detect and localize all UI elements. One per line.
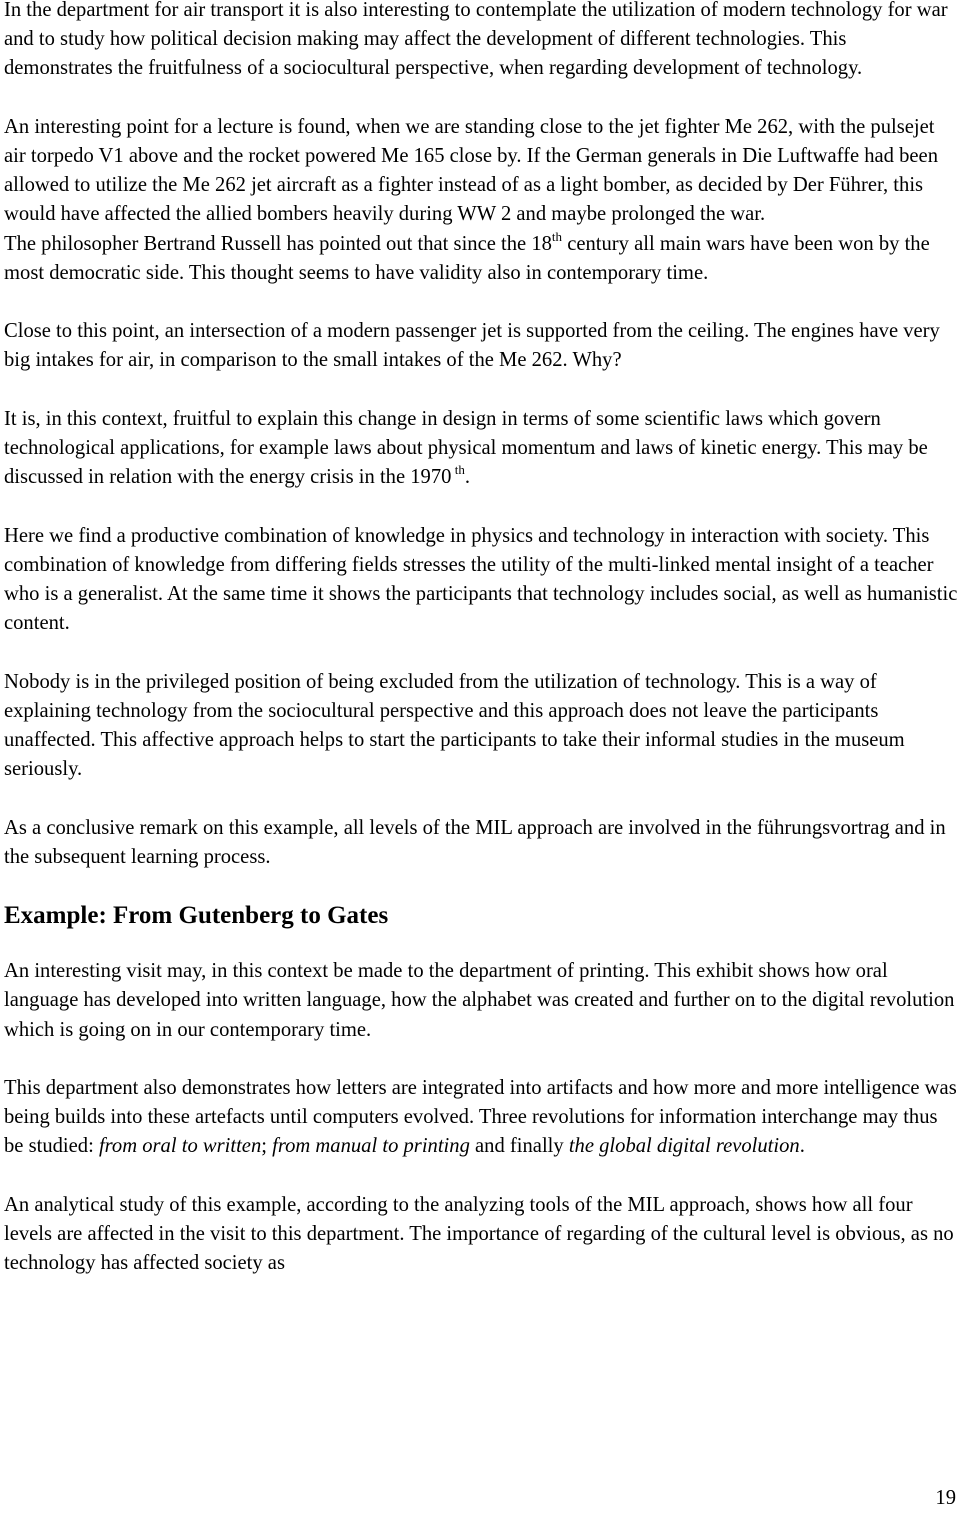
page-number: 19 <box>935 1487 956 1509</box>
paragraph-scientific-laws-text-end: . <box>464 466 470 489</box>
document-page <box>4 0 958 1308</box>
paragraph-russell-text-start: The philosopher Bertrand Russell has pointed out that since the 18 <box>4 232 552 255</box>
paragraph-scientific-laws <box>4 405 958 493</box>
paragraph-scientific-laws-text-start: It is, in this context, fruitful to explain this change in design in terms of some scientific laws which govern technological applications, for example laws about physical momentum and laws of kinetic energy. This may be discussed in relation with the energy crisis in the 1970 <box>4 407 928 489</box>
paragraph-combination-knowledge: Here we find a productive combination of knowledge in physics and technology in interaction with society. This combination of knowledge from differing fields stresses the utility of the multi-linked mental insight of a teacher who is a generalist. At the same time it shows the participants that technology includes social, as well as humanistic content. <box>4 524 958 635</box>
superscript-th: th <box>551 228 563 244</box>
section-heading: Example: From Gutenberg to Gates <box>4 902 389 930</box>
paragraph-privileged-position: Nobody is in the privileged position of being excluded from the utilization of technology. This is a way of explaining technology from the sociocultural perspective and this approach does not leave the participants unaffected. This affective approach helps to start the participants to take their informal studies in the museum seriously. <box>4 670 905 781</box>
emphasis-digital-revolution: the global digital revolution <box>568 1135 800 1158</box>
emphasis-oral-to-written: from oral to written <box>98 1135 262 1158</box>
separator: and finally <box>469 1135 569 1158</box>
paragraph-three-revolutions-text: This department also demonstrates how letters are integrated into artifacts and how more and more intelligence was being builds into these artefacts until computers evolved. Three revolutions for information interchange may thus be studied: <box>4 1076 957 1158</box>
paragraph-russell-text-end: century all main wars have been won by the most democratic side. This thought seems to have validity also in contemporary time. <box>4 232 930 284</box>
sentence-end: . <box>799 1135 805 1158</box>
separator: ; <box>261 1135 273 1158</box>
paragraph-air-transport: In the department for air transport it is also interesting to contemplate the utilization of modern technology for war and to study how political decision making may affect the development of different technologies. This demonstrates the fruitfulness of a sociocultural perspective, when regarding development of technology. <box>4 0 948 80</box>
paragraph-analytical-study: An analytical study of this example, according to the analyzing tools of the MIL approach, shows how all four levels are affected in the visit to this department. The importance of regarding of the cultural level is obvious, as no technology has affected society as <box>4 1193 954 1275</box>
paragraph-russell <box>4 230 958 288</box>
paragraph-printing-department: An interesting visit may, in this context be made to the department of printing. This exhibit shows how oral language has developed into written language, how the alphabet was created and further on to the digital revolution which is going on in our contemporary time. <box>4 960 955 1041</box>
emphasis-manual-to-printing: from manual to printing <box>272 1135 470 1158</box>
paragraph-conclusive-remark: As a conclusive remark on this example, all levels of the MIL approach are involved in the führungsvortrag and in the subsequent learning process. <box>4 816 946 868</box>
superscript-th: th <box>451 462 465 478</box>
paragraph-passenger-jet: Close to this point, an intersection of a modern passenger jet is supported from the ceiling. The engines have very big intakes for air, in comparison to the small intakes of the Me 262. Why? <box>4 320 940 372</box>
paragraph-three-revolutions <box>4 1074 958 1162</box>
paragraph-jet-fighter: An interesting point for a lecture is found, when we are standing close to the jet fighter Me 262, with the pulsejet air torpedo V1 above and the rocket powered Me 165 close by. If the German generals in Die Luftwaffe had been allowed to utilize the Me 262 jet aircraft as a fighter instead of as a light bomber, as decided by Der Führer, this would have affected the allied bombers heavily during WW 2 and maybe prolonged the war. <box>4 115 938 226</box>
